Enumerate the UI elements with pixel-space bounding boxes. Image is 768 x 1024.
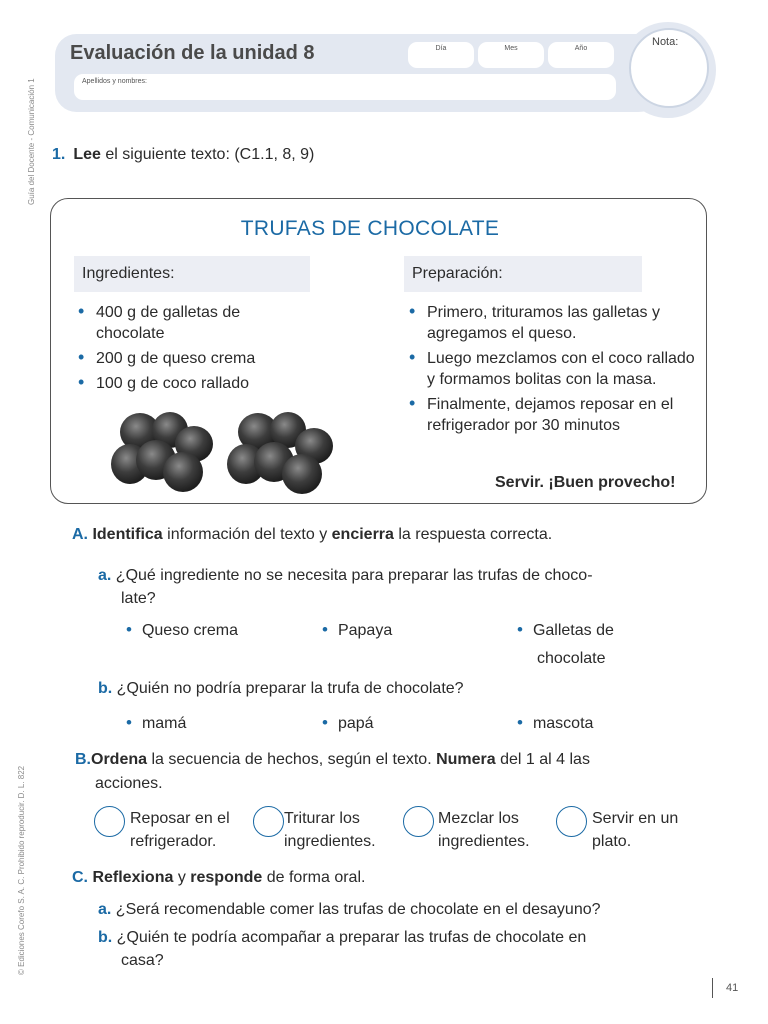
question-a-b — [98, 677, 464, 700]
instruction-text: la respuesta correcta. — [393, 526, 553, 543]
order-circle-3[interactable] — [403, 806, 434, 837]
preparation-list — [406, 302, 706, 440]
question-number: 1. — [52, 146, 66, 163]
question-c-a — [98, 898, 601, 921]
question-1 — [52, 146, 314, 164]
instruction-verb: Ordena — [91, 751, 148, 768]
section-b-instruction-cont: acciones. — [95, 775, 163, 792]
instruction-verb: Identifica — [92, 526, 163, 543]
section-letter: C. — [72, 869, 88, 886]
name-field[interactable] — [74, 74, 616, 100]
option-galletas[interactable]: • Galletas de — [517, 616, 614, 645]
action-triturar — [284, 807, 376, 853]
instruction-verb: encierra — [331, 526, 394, 543]
option-mascota[interactable]: • mascota — [517, 709, 593, 738]
option-mama[interactable]: • mamá — [126, 709, 186, 738]
action-line: ingredientes. — [438, 833, 530, 850]
ingredients-heading: Ingredientes: — [74, 256, 310, 292]
year-label: Año — [574, 45, 588, 52]
action-reposar — [130, 807, 230, 853]
action-line: ingredientes. — [284, 833, 376, 850]
option-papa[interactable]: • papá — [322, 709, 374, 738]
question-c-b — [98, 926, 586, 949]
action-line: Reposar en el — [130, 810, 230, 827]
instruction-text: y — [173, 869, 191, 886]
instruction-text: del 1 al 4 las — [495, 751, 590, 768]
question-text: ¿Quién no podría preparar la trufa de chocolate? — [116, 680, 464, 697]
list-item: • 400 g de galletas de chocolate — [75, 302, 295, 344]
section-letter: A. — [72, 526, 88, 543]
question-text: ¿Será recomendable comer las trufas de chocolate en el desayuno? — [115, 901, 601, 918]
list-item: • Finalmente, dejamos reposar en el refrigerador por 30 minutos — [406, 394, 706, 436]
instruction-text: la secuencia de hechos, según el texto. — [147, 751, 437, 768]
option-papaya[interactable]: • Papaya — [322, 616, 392, 645]
action-line: Triturar los — [284, 810, 360, 827]
section-letter: B. — [75, 751, 91, 768]
list-item: • Primero, trituramos las galletas y agregamos el queso. — [406, 302, 706, 344]
question-text: ¿Qué ingrediente no se necesita para preparar las trufas de choco- — [115, 567, 593, 584]
list-item: • 100 g de coco rallado — [75, 373, 295, 394]
list-item: • 200 g de queso crema — [75, 348, 295, 369]
instruction-verb: Reflexiona — [92, 869, 174, 886]
serve-text: Servir. ¡Buen provecho! — [495, 474, 676, 491]
option-galletas-cont[interactable]: chocolate — [537, 650, 606, 667]
chocolate-truffles-image — [108, 402, 333, 498]
action-line: Mezclar los — [438, 810, 519, 827]
action-servir — [592, 807, 678, 853]
preparation-heading: Preparación: — [404, 256, 642, 292]
day-field[interactable] — [408, 42, 474, 68]
grade-label: Nota: — [652, 36, 679, 48]
section-a-instruction — [72, 523, 552, 546]
instruction-verb: Numera — [436, 751, 496, 768]
year-field[interactable] — [548, 42, 614, 68]
action-line: plato. — [592, 833, 632, 850]
order-circle-2[interactable] — [253, 806, 284, 837]
page-number: 41 — [726, 982, 739, 994]
instruction-text: el siguiente texto: (C1.1, 8, 9) — [100, 146, 315, 163]
question-text: ¿Quién te podría acompañar a preparar las trufas de chocolate en — [116, 929, 587, 946]
section-c-instruction — [72, 866, 365, 889]
side-copyright-text: © Ediciones Corefo S. A. C. Prohibido reproducir. D. L. 822 — [17, 765, 26, 975]
question-c-b-cont: casa? — [121, 952, 164, 969]
day-label: Día — [435, 45, 447, 52]
instruction-text: información del texto y — [162, 526, 332, 543]
question-a-a — [98, 564, 593, 587]
ingredients-list — [75, 302, 295, 398]
name-label: Apellidos y nombres: — [82, 78, 147, 85]
evaluation-title: Evaluación de la unidad 8 — [70, 42, 315, 64]
option-queso-crema[interactable]: • Queso crema — [126, 616, 238, 645]
recipe-title: TRUFAS DE CHOCOLATE — [240, 217, 500, 240]
item-letter: a. — [98, 901, 112, 918]
action-line: Servir en un — [592, 810, 679, 827]
order-circle-1[interactable] — [94, 806, 125, 837]
instruction-text: de forma oral. — [262, 869, 366, 886]
question-a-a-cont: late? — [121, 590, 156, 607]
instruction-verb: Lee — [73, 146, 101, 163]
side-guide-text: Guía del Docente - Comunicación 1 — [27, 78, 36, 205]
item-letter: b. — [98, 929, 113, 946]
list-item: • Luego mezclamos con el coco rallado y formamos bolitas con la masa. — [406, 348, 706, 390]
action-mezclar — [438, 807, 530, 853]
page-divider — [712, 978, 713, 998]
month-field[interactable] — [478, 42, 544, 68]
section-b-instruction — [75, 748, 709, 771]
action-line: refrigerador. — [130, 833, 217, 850]
order-circle-4[interactable] — [556, 806, 587, 837]
month-label: Mes — [504, 45, 518, 52]
item-letter: a. — [98, 567, 112, 584]
item-letter: b. — [98, 680, 113, 697]
instruction-verb: responde — [190, 869, 263, 886]
